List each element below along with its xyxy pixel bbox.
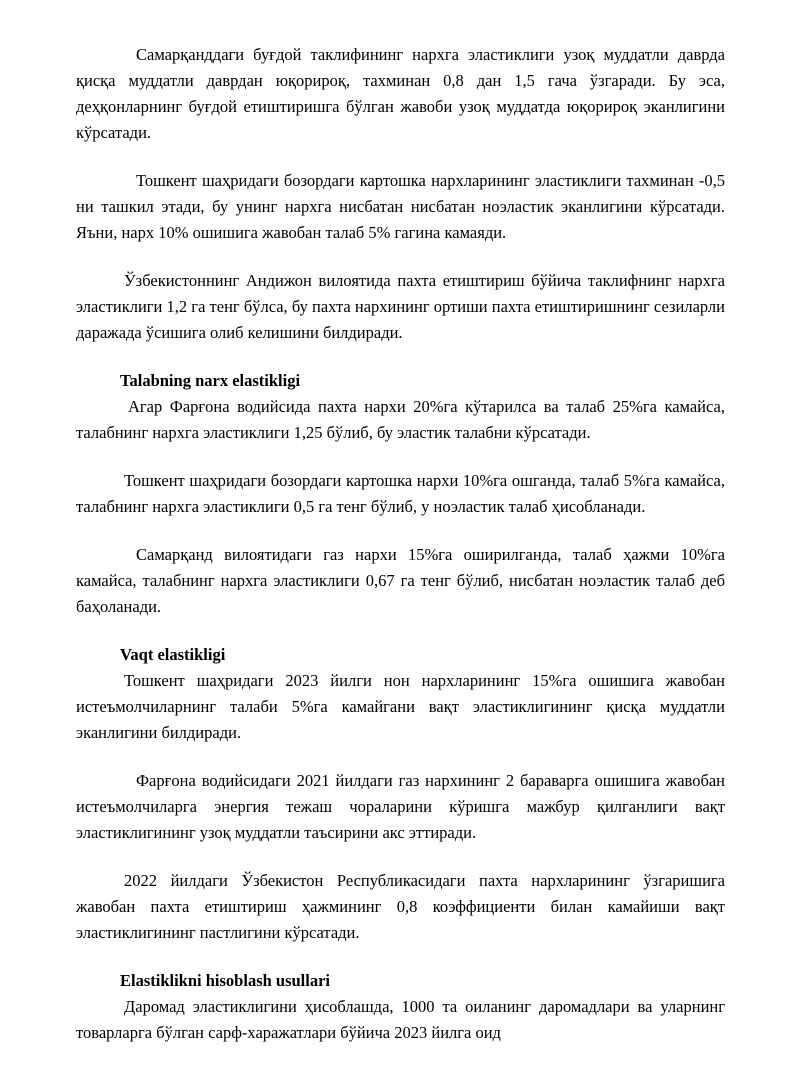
section-heading-calculation-methods: Elastiklikni hisoblash usullari (120, 971, 331, 990)
paragraph-cotton-supply-elasticity: Ўзбекистоннинг Андижон вилоятида пахта етиштириш бўйича таклифнинг нархга эластиклиги 1,2 га тенг бўлса, бу пахта нархининг ортиши пахта етиштиришнинг сезиларли даражада ўсишига олиб келишини билдиради. (76, 271, 725, 342)
paragraph-tashkent-bread-prices: Тошкент шаҳридаги 2023 йилги нон нархларининг 15%га ошишига жавобан истеъмолчиларнинг талаби 5%га камайгани вақт эластиклигининг қисқа муддатли эканлигини билдиради. (76, 671, 725, 742)
paragraph-fergana-cotton-demand: Агар Фарғона водийсида пахта нархи 20%га кўтарилса ва талаб 25%га камайса, талабнинг нархга эластиклиги 1,25 бўлиб, бу эластик талабни кўрсатади. (76, 397, 725, 442)
paragraph-fergana-gas-prices: Фарғона водийсидаги 2021 йилдаги газ нархининг 2 бараварга ошишига жавобан истеъмолчиларга энергия тежаш чораларини кўришга мажбур қилганлиги вақт эластиклигининг узоқ муддатли таъсирини акс эттиради. (76, 771, 725, 842)
paragraph-potato-price-elasticity: Тошкент шаҳридаги бозордаги картошка нархларининг эластиклиги тахминан -0,5 ни ташкил этади, бу унинг нархга нисбатан нисбатан ноэластик эканлигини кўрсатади. Яъни, нарх 10% ошишига жавобан талаб 5% гагина камаяди. (76, 171, 725, 242)
paragraph-tashkent-potato-demand: Тошкент шаҳридаги бозордаги картошка нархи 10%га ошганда, талаб 5%га камайса, талабнинг нархга эластиклиги 0,5 га тенг бўлиб, у ноэластик талаб ҳисобланади. (76, 471, 725, 516)
paragraph-wheat-supply-elasticity: Самарқанддаги буғдой таклифининг нархга эластиклиги узоқ муддатли даврда қисқа муддатли даврдан юқорироқ, тахминан 0,8 дан 1,5 гача ўзгаради. Бу эса, деҳқонларнинг буғдой етиштиришга бўлган жавоби узоқ муддатда юқорироқ эканлигини кўрсатади. (76, 45, 725, 142)
paragraph-uzbekistan-cotton-prices: 2022 йилдаги Ўзбекистон Республикасидаги пахта нархларининг ўзгаришига жавобан пахта етиштириш ҳажмининг 0,8 коэффициенти билан камайиши вақт эластиклигининг пастлигини кўрсатади. (76, 871, 725, 942)
section-heading-time-elasticity: Vaqt elastikligi (120, 645, 226, 664)
paragraph-samarkand-gas-demand: Самарқанд вилоятидаги газ нархи 15%га оширилганда, талаб ҳажми 10%га камайса, талабнинг нархга эластиклиги 0,67 га тенг бўлиб, нисбатан ноэластик талаб деб баҳоланади. (76, 545, 725, 616)
paragraph-income-elasticity-calculation: Даромад эластиклигини ҳисоблашда, 1000 та оиланинг даромадлари ва уларнинг товарларга бўлган сарф-харажатлари бўйича 2023 йилга оид (76, 997, 725, 1042)
section-heading-price-elasticity: Talabning narx elastikligi (120, 371, 301, 390)
document-page (76, 42, 725, 1068)
